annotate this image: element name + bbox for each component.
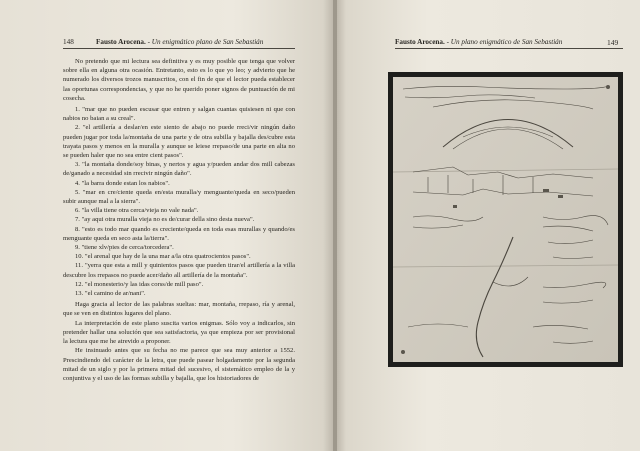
list-item: 12. "el monesterio/y las idas corss/de mill paso".	[75, 280, 204, 288]
list-item: 9. "tiene xlv/pies de cerca/torcedera".	[75, 244, 174, 252]
list-item: 6. "la villa tiene otra cerca/vieja no vale nada".	[75, 207, 199, 215]
map-plate	[388, 72, 623, 367]
list-item: 11. "yerra que esta a mill y quinientos pasos que pueden tirar/el artillería a la villa descubre los rrepasos no puede acer/daño all artillería de la montaña".	[63, 262, 295, 279]
intro-paragraph: No pretendo que mi lectura sea definitiva y es muy posible que tenga que volver sobre ella en alguna otra ocasión. Entretanto, esto es lo que yo leo; y advierto que he numerado los diversos trozos manuscritos, con el fin de que el lector pueda establecer las oportunas correspondencias, y que no he querido poner signos de puntuación de mi cosecha.	[63, 58, 295, 102]
left-page-number	[63, 38, 74, 46]
list-item: 3. "la montaña donde/soy binas, y nertos y agua y/pueden andar dos mill cabezas de/ganado a necesidad sin rrecivir ningún daño".	[63, 161, 295, 178]
list-item: 13. "el camino de ar/nani".	[75, 290, 146, 298]
list-item: 10. "el arenal que hay de la una mar a/la otra quatrocientos pasos".	[75, 253, 251, 261]
header-author: Fausto Arocena.	[395, 38, 445, 46]
header-author: Fausto Arocena.	[96, 38, 146, 46]
list-item: 7. "ay aqui otra muralla vieja no es de/curar della sino desta nueva".	[75, 216, 255, 224]
right-page-number: 149	[607, 38, 619, 47]
page-number-148: 148	[63, 38, 74, 46]
header-rule	[63, 48, 295, 49]
list-item: 8. "esto es todo mar quando es creciente/queda en toda esas murallas y quando/es menguante queda en seco asta la/tierra".	[63, 225, 295, 242]
right-running-header: Fausto Arocena. - Un plano enigmático de San Sebastián	[395, 38, 563, 46]
header-title: Un enigmático plano de San Sebastián	[151, 38, 264, 46]
list-item: 5. "mar en cre/ciente queda en/esta muralla/y menguante/queda en seco/pueden subir aunque mal a la sierra".	[63, 188, 295, 206]
list-item: 1. "mar que no pueden escusar que entren y salgan cuantas quisiesen ni que con nabios no baian a su creal".	[63, 106, 295, 123]
manuscript-map-image	[393, 77, 618, 362]
left-body-text	[63, 57, 295, 383]
closing-paragraph: La interpretación de este plano suscita varios enigmas. Sólo voy a indicarlos, sin pretender hallar una solución que sea satisfactoria, ya que empieza por ser provisional la lectura que me he atrevido a proponer.	[63, 319, 295, 346]
closing-paragraph: Haga gracia al lector de las palabras sueltas: mar, montaña, rrepaso, ría y arenal, que se ven en distintos lugares del plano.	[63, 301, 295, 318]
transcription-list	[63, 105, 295, 298]
header-title: Un plano enigmático de San Sebastián	[450, 38, 563, 46]
left-running-header: Fausto Arocena. - Un enigmático plano de San Sebastián	[96, 38, 264, 46]
list-item: 4. "la barra donde estan los nabios".	[75, 179, 170, 187]
header-rule	[395, 48, 623, 49]
list-item: 2. "el artillería a deslar/en este siento de abajo no puede rreci/vir ningún daño pueden jugar por toda la/montaña de una parte y de otra subilla y bajalla des/cubre esta trayata pasos y menos en la muralla y aunque se leiese rrepaso/de una parte en alta no se pueden haler que no sea entre cient pasos".	[63, 124, 295, 160]
closing-paragraph: He insinuado antes que su fecha no me parece que sea muy anterior a 1552. Prescindiendo del carácter de la letra, que puede pasear holgadamente por la segunda mitad de un siglo y por la primera mitad del sucesivo, el sistemático empleo de la y conjuntiva y el uso de las formas subilla y bajalla, que los historiadores de	[63, 347, 295, 382]
